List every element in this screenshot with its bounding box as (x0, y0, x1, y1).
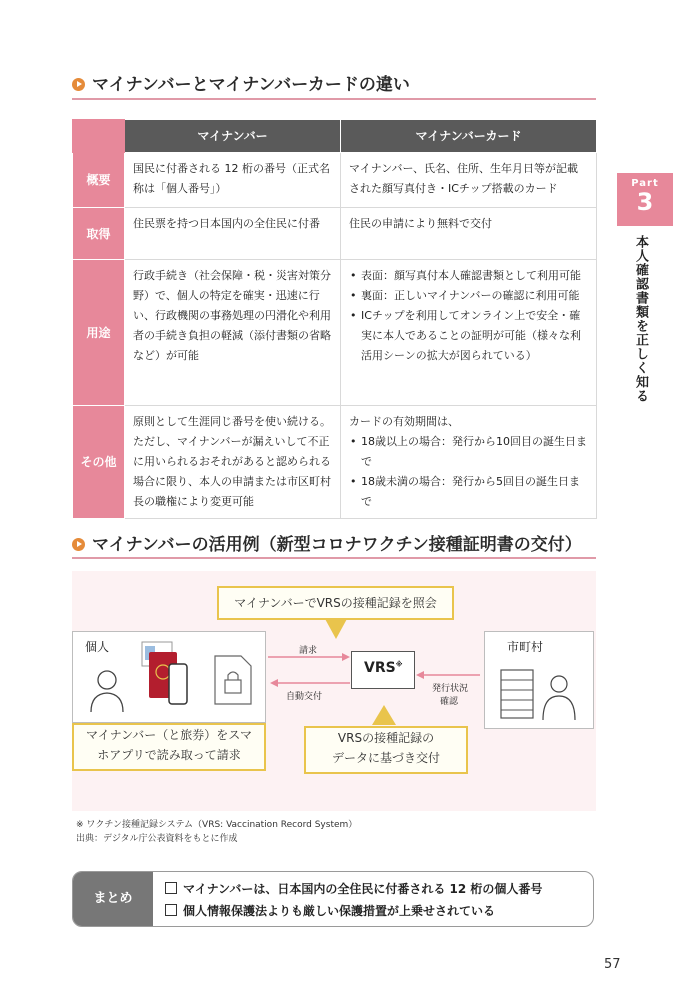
summary-line: 個人情報保護法よりも厳しい保護措置が上乗せされている (165, 902, 495, 919)
bottom-left-note: マイナンバー（と旅券）をスマ ホアプリで読み取って請求 (72, 723, 266, 771)
play-bullet-icon (72, 538, 85, 551)
list-item: • 18歳以上の場合：発行から10回目の誕生日まで (349, 432, 588, 472)
section-rule (72, 98, 596, 100)
section-title-differences: マイナンバーとマイナンバーカードの違い (72, 70, 410, 95)
bottom-right-pointer (372, 705, 396, 725)
cell-card: 住民の申請により無料で交付 (341, 208, 597, 260)
list-item: • 18歳未満の場合：発行から5回目の誕生日まで (349, 472, 588, 512)
list-item: • 裏面：正しいマイナンバーの確認に利用可能 (349, 286, 588, 306)
request-label: 請求 (299, 646, 318, 656)
summary-box (72, 871, 594, 927)
cell-mynumber: 住民票を持つ日本国内の全住民に付番 (125, 208, 341, 260)
person-box (72, 631, 266, 723)
table-row (73, 260, 597, 406)
summary-line: マイナンバーは、日本国内の全住民に付番される 12 桁の個人番号 (165, 880, 542, 897)
card-validity-intro: カードの有効期間は、 (349, 415, 459, 428)
source-note: 出典：デジタル庁公表資料をもとに作成 (76, 834, 238, 844)
municipality-label: 市町村 (507, 640, 544, 654)
section-title-usage-example: マイナンバーの活用例（新型コロナワクチン接種証明書の交付） (72, 530, 582, 555)
cell-mynumber: 原則として生涯同じ番号を使い続ける。ただし、マイナンバーが漏えいして不正に用いられるおそれがあると認められる場合に限り、本人の申請または市区町村長の職権により変更可能 (125, 406, 341, 519)
passport-smartphone-icon (141, 636, 201, 718)
column-header-card: マイナンバーカード (341, 120, 597, 153)
issue-check-arrowhead (416, 671, 424, 679)
card-validity-list (349, 432, 588, 512)
comparison-table (72, 119, 597, 519)
row-header-other: その他 (73, 406, 125, 519)
cell-mynumber: 国民に付番される 12 桁の番号（正式名称は「個人番号」） (125, 153, 341, 208)
cell-card (341, 406, 597, 519)
bottom-right-note: VRSの接種記録の データに基づき交付 (304, 726, 468, 774)
page-number: 57 (604, 957, 621, 972)
document-lock-icon (213, 654, 253, 706)
top-pointer (324, 617, 348, 639)
section-rule (72, 557, 596, 559)
chapter-title-vertical: 本人確認書類を正しく知る (633, 235, 648, 403)
table-header-row (73, 120, 597, 153)
vrs-footnote-mark: ※ (395, 660, 403, 669)
table-row (73, 153, 597, 208)
auto-issue-arrowhead (270, 679, 278, 687)
play-bullet-icon (72, 78, 85, 91)
row-header-usage: 用途 (73, 260, 125, 406)
column-header-mynumber: マイナンバー (125, 120, 341, 153)
vrs-label: VRS※ (364, 660, 403, 676)
cell-card: マイナンバー、氏名、住所、生年月日等が記載された顔写真付き・ICチップ搭載のカード (341, 153, 597, 208)
municipality-box (484, 631, 594, 729)
issue-check-label-1: 発行状況 (432, 684, 469, 694)
row-header-overview: 概要 (73, 153, 125, 208)
request-arrowhead (342, 653, 350, 661)
part-label: Part (631, 178, 659, 189)
list-item: • ICチップを利用してオンライン上で安全・確実に本人であることの証明が可能（様々な利活用シーンの拡大が図られている） (349, 306, 588, 366)
table-row (73, 208, 597, 260)
cell-card (341, 260, 597, 406)
top-note-box: マイナンバーでVRSの接種記録を照会 (217, 586, 454, 620)
table-corner (73, 120, 125, 153)
footnote: ※ ワクチン接種記録システム（VRS: Vaccination Record System） (76, 820, 358, 830)
person-icon (87, 666, 127, 714)
part-tab (617, 173, 673, 226)
checkbox-icon (165, 904, 177, 916)
vrs-box (351, 651, 415, 689)
checkbox-icon (165, 882, 177, 894)
table-row (73, 406, 597, 519)
part-number: 3 (636, 188, 654, 216)
card-usage-list (349, 266, 588, 366)
building-staff-icon (499, 666, 583, 722)
summary-tag: まとめ (73, 872, 153, 926)
auto-issue-label: 自動交付 (286, 692, 323, 702)
cell-mynumber: 行政手続き（社会保障・税・災害対策分野）で、個人の特定を確実・迅速に行い、行政機関の事務処理の円滑化や利用者の手続き負担の軽減（添付書類の省略など）が可能 (125, 260, 341, 406)
person-label: 個人 (85, 640, 110, 654)
list-item: • 表面：顔写真付本人確認書類として利用可能 (349, 266, 588, 286)
row-header-acquisition: 取得 (73, 208, 125, 260)
issue-check-label-2: 確認 (440, 697, 459, 707)
vrs-flow-diagram (72, 571, 596, 811)
